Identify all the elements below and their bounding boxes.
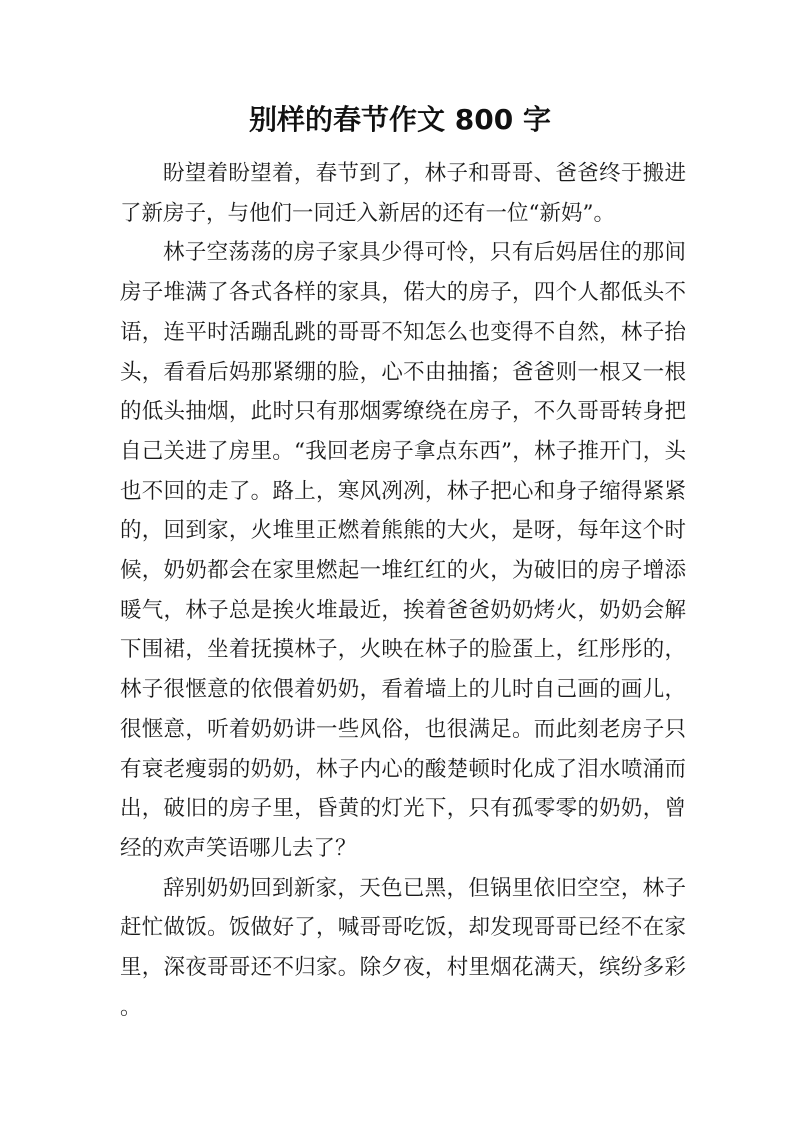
paragraph-2: 林子空荡荡的房子家具少得可怜，只有后妈居住的那间房子堆满了各式各样的家具，偌大的房子，四个人都低头不语，连平时活蹦乱跳的哥哥不知怎么也变得不自然，林子抬头，看看后妈那紧绷的脸，心不由抽搐；爸爸则一根又一根的低头抽烟，此时只有那烟雾缭绕在房子，不久哥哥转身把自己关进了房里。“我回老房子拿点东西”，林子推开门，头也不回的走了。路上，寒风冽冽，林子把心和身子缩得紧紧的，回到家，火堆里正燃着熊熊的大火，是呀，每年这个时候，奶奶都会在家里燃起一堆红红的火，为破旧的房子增添暖气，林子总是挨火堆最近，挨着爸爸奶奶烤火，奶奶会解下围裙，坐着抚摸林子，火映在林子的脸蛋上，红彤彤的，林子很惬意的依偎着奶奶，看着墙上的儿时自己画的画儿，很惬意，听着奶奶讲一些风俗，也很满足。而此刻老房子只有衰老瘦弱的奶奶，林子内心的酸楚顿时化成了泪水喷涌而出，破旧的房子里，昏黄的灯光下，只有孤零零的奶奶，曾经的欢声笑语哪儿去了？ <box>120 240 686 861</box>
paragraph-1: 盼望着盼望着，春节到了，林子和哥哥、爸爸终于搬进了新房子，与他们一同迁入新居的还有一位“新妈”。 <box>120 161 686 226</box>
document-title: 别样的春节作文 800 字 <box>249 103 551 136</box>
essay-body <box>120 154 686 1027</box>
paragraph-3: 辞别奶奶回到新家，天色已黑，但锅里依旧空空，林子赶忙做饭。饭做好了，喊哥哥吃饭，却发现哥哥已经不在家里，深夜哥哥还不归家。除夕夜，村里烟花满天，缤纷多彩。 <box>120 875 686 1020</box>
